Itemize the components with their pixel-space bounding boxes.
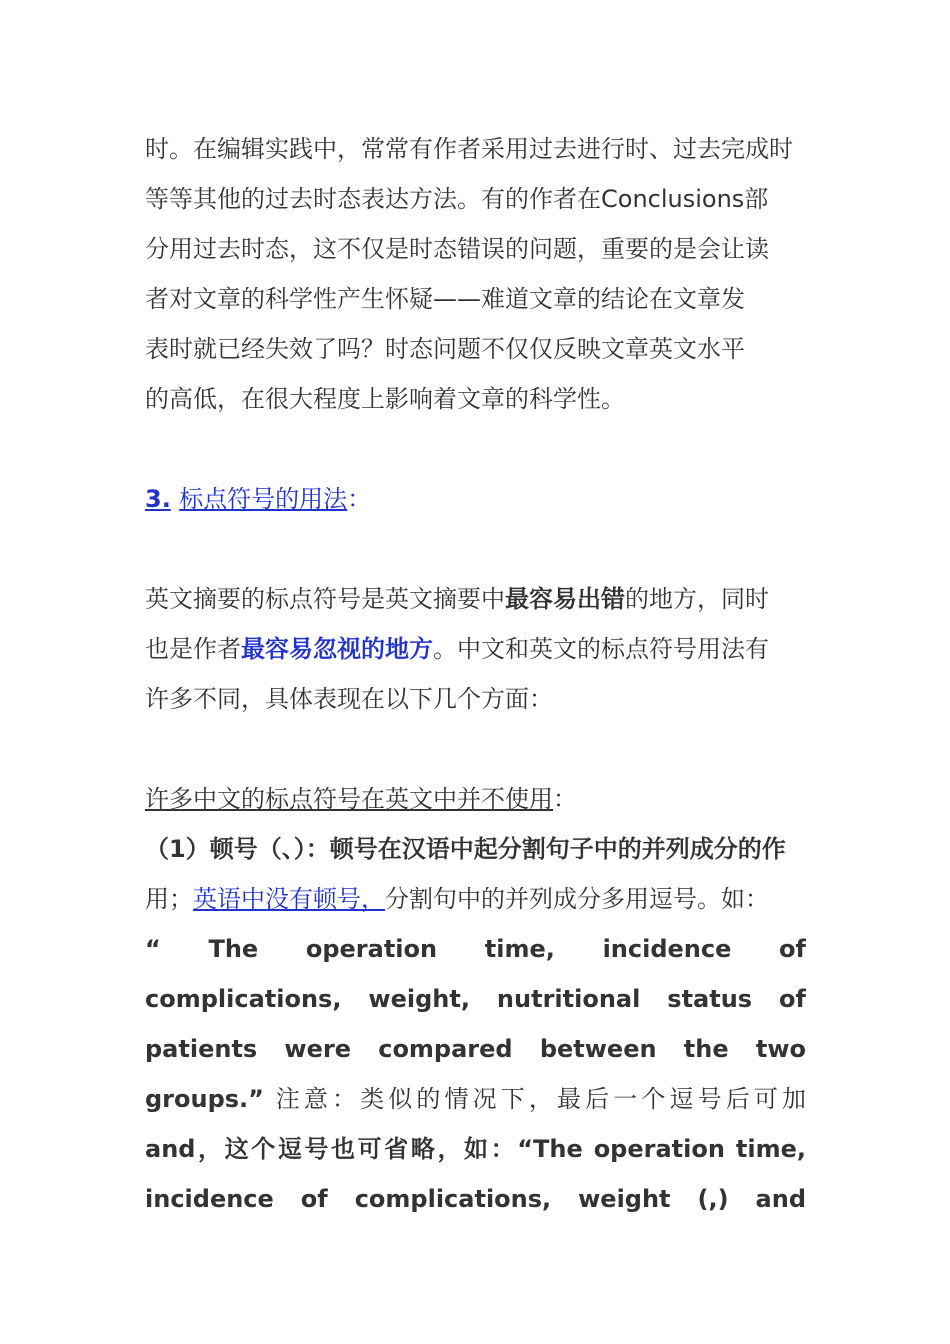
text-run: 也是作者 — [145, 635, 241, 663]
text-run: 。中文和英文的标点符号用法有 — [433, 635, 769, 663]
subheading-colon: ： — [553, 785, 577, 813]
example-line: complications, weight, nutritional status of — [145, 985, 806, 1013]
item-line — [145, 874, 806, 924]
emphasis-text: 最容易出错 — [505, 585, 625, 613]
spacer — [145, 524, 806, 574]
paragraph-line: 分用过去时态，这不仅是时态错误的问题，重要的是会让读 — [145, 235, 769, 263]
spacer — [145, 724, 806, 774]
link-text[interactable]: 英语中没有顿号， — [193, 885, 385, 913]
text-run: 的地方，同时 — [625, 585, 769, 613]
example-line: patients were compared between the two — [145, 1035, 806, 1063]
text-run: groups.” — [145, 1085, 264, 1113]
example-line: and，这个逗号也可省略，如：“The operation time, — [145, 1135, 806, 1163]
paragraph-line — [145, 574, 806, 624]
text-run: 分割句中的并列成分多用逗号。如： — [385, 885, 769, 913]
text-run: 英文摘要的标点符号是英文摘要中 — [145, 585, 505, 613]
example-line — [145, 1074, 806, 1124]
section-heading — [145, 474, 806, 524]
paragraph-line: 表时就已经失效了吗？时态问题不仅仅反映文章英文水平 — [145, 335, 745, 363]
paragraph-line: 许多不同，具体表现在以下几个方面： — [145, 685, 553, 713]
paragraph-line: 的高低，在很大程度上影响着文章的科学性。 — [145, 385, 625, 413]
item-line: （1）顿号（、）：顿号在汉语中起分割句子中的并列成分的作 — [145, 835, 786, 863]
highlight-text: 最容易忽视的地方 — [241, 635, 433, 663]
paragraph-line — [145, 624, 806, 674]
example-line: “ The operation time, incidence of — [145, 935, 806, 963]
paragraph-line: 等等其他的过去时态表达方法。有的作者在Conclusions部 — [145, 185, 769, 213]
text-run: 用； — [145, 885, 193, 913]
paragraph-line: 时。在编辑实践中，常常有作者采用过去进行时、过去完成时 — [145, 135, 793, 163]
section-colon: ： — [347, 485, 372, 513]
spacer — [145, 424, 806, 474]
paragraph-line: 者对文章的科学性产生怀疑——难道文章的结论在文章发 — [145, 285, 745, 313]
subheading — [145, 774, 806, 824]
text-run: 注意：类似的情况下，最后一个逗号后可加 — [275, 1085, 806, 1113]
section-title: 标点符号的用法 — [179, 485, 348, 513]
document-body — [145, 124, 806, 1224]
subheading-text: 许多中文的标点符号在英文中并不使用 — [145, 785, 553, 813]
section-number: 3. — [145, 485, 171, 513]
example-line: incidence of complications, weight (,) and — [145, 1185, 806, 1213]
